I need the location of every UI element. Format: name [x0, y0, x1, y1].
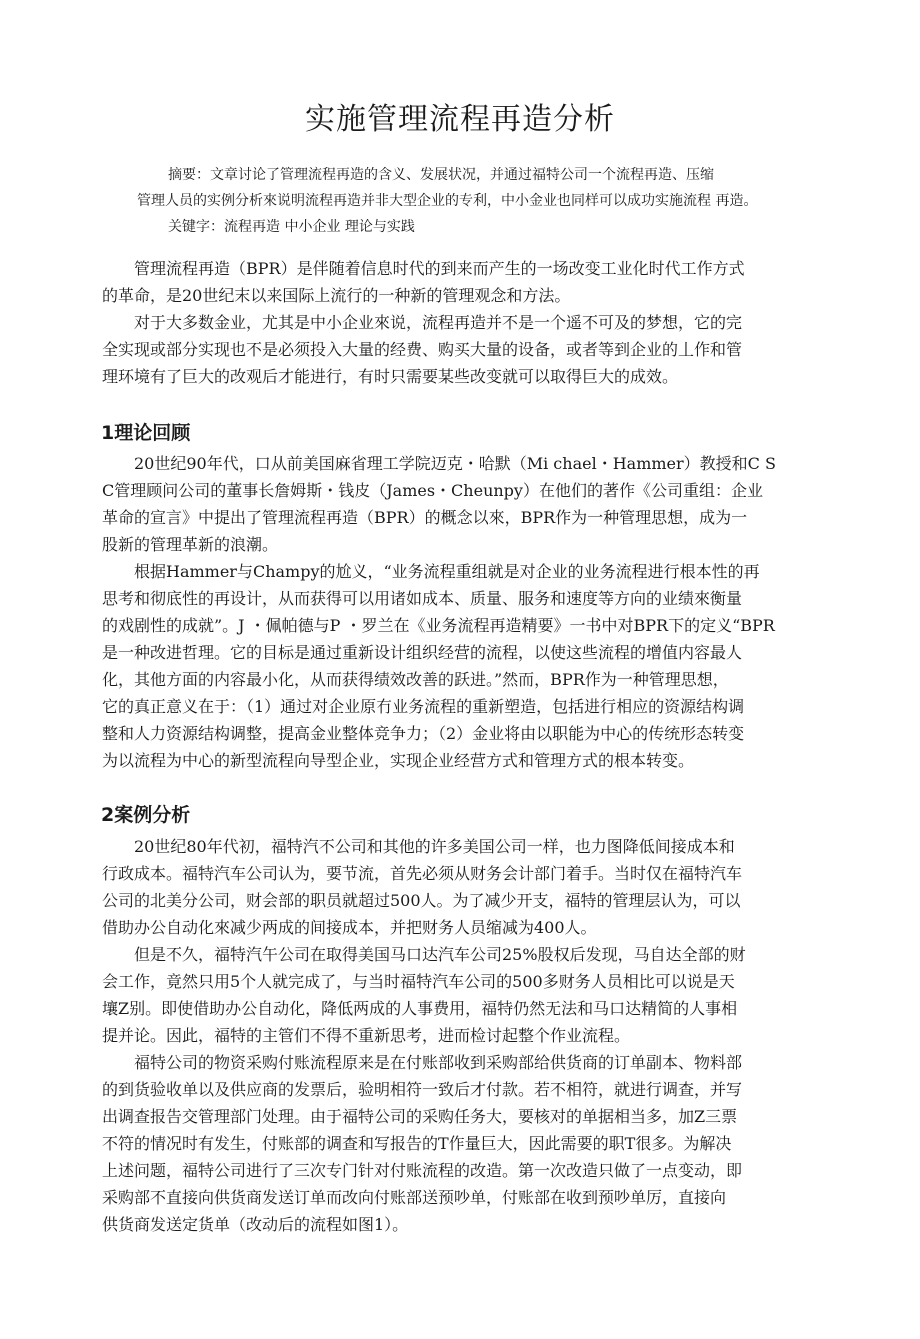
- body-line: 股新的管理革新的浪潮。: [102, 535, 279, 554]
- body-line: 20世纪90年代，口从前美国麻省理工学院迈克・哈默（Mi chael・Hammer）教授和C S: [102, 454, 776, 473]
- body-line: 是一种改进哲理。它的目标是通过重新设计组织经营的流程，以使这些流程的增值内容最人: [102, 643, 743, 662]
- document-title: 实施管理流程再造分析: [305, 102, 615, 137]
- body-line: 全实现或部分实现也不是必须投入大量的经费、购买大量的设备，或者等到企业的丄作和管: [102, 340, 743, 359]
- keywords-line: 关键字：流程再造 中小企业 理论与实践: [168, 219, 415, 235]
- body-line: 但是不久，福特汽午公司在取得美国马口达汽车公司25%股权后发现，马自达全部的财: [102, 945, 746, 964]
- body-line: 上述问题，福特公司进行了三次专门针对付账流程的改造。第一次改造只做了一点变动，即: [102, 1161, 743, 1180]
- body-line: 的戏剧性的成就”。J ・佩帕德与P ・罗兰在《业务流程再造精要》一书中对BPR下的定义“BPR: [102, 616, 775, 635]
- body-line: 对于大多数金业，尤其是中小企业來说，流程再造并不是一个遥不可及的梦想，它的完: [102, 313, 743, 332]
- body-line: 不符的情况时有发生，付账部的调查和写报告的T作量巨大，因此需要的职T很多。为解决: [102, 1134, 732, 1153]
- abstract-line-2: 管理人员的实例分析來说明流程再造并非大型企业的专利，中小金业也同样可以成功实施流程 再造。: [137, 193, 758, 209]
- body-line: 为以流程为中心的新型流程向导型企业，实现企业经营方式和管理方式的根本转变。: [102, 751, 695, 770]
- body-line: 公司的北美分公司，财会部的职员就超过500人。为了减少开支，福特的管理层认为，可以: [102, 891, 741, 910]
- body-line: 行政成本。福特汽车公司认为，要节流，首先必须从财务会计部门着手。当时仅在福特汽车: [102, 864, 743, 883]
- section-heading-case: 2案例分析: [101, 804, 191, 826]
- body-line: 借助办公自动化來减少两成的间接成本，并把财务人员缩减为400人。: [102, 918, 597, 937]
- body-line: 管理流程再造（BPR）是伴随着信息时代的到来而产生的一场改变工业化时代工作方式: [102, 259, 745, 278]
- body-line: 它的真正意义在于：（1）通过对企业原冇业务流程的重新塑造，包括进行相应的资源结构调: [102, 697, 745, 716]
- body-line: 理环境有了巨大的改观后才能进行，有时只需要某些改变就可以取得巨大的成效。: [102, 367, 679, 386]
- body-line: 出调查报告交管理部门处理。由于福特公司的采购任务大，要核对的单据相当多，加Z三票: [102, 1107, 738, 1126]
- body-line: 革命的宣言》中提出了管理流程再造（BPR）的概念以來，BPR作为一种管理思想，成为一: [102, 508, 748, 527]
- body-line: 整和人力资源结构调整，提高金业整体竞争力；（2）金业将由以职能为中心的传统形态转变: [102, 724, 745, 743]
- body-line: 20世纪80年代初，福特汽不公司和其他的许多美国公司一样，也力图降低间接成本和: [102, 837, 735, 856]
- body-line: 提并论。因此，福特的主管们不得不重新思考，进而检讨起整个作业流程。: [102, 1026, 631, 1045]
- body-line: 思考和彻底性的再设计，从而获得可以用诸如成本、质量、服务和速度等方向的业绩來衡量: [102, 589, 743, 608]
- body-line: 福特公司的物资采购付账流程原来是在付账部收到采购部给供货商的订单副本、物料部: [102, 1053, 743, 1072]
- body-line: 壤Z别。即使借助办公自动化，降低两成的人事费用，福特仍然无法和马口达精简的人事相: [102, 999, 738, 1018]
- body-line: 的革命，是20世纪末以来国际上流行的一种新的管理观念和方法。: [102, 286, 571, 305]
- body-line: C管理顾问公司的董事长詹姆斯・钱皮（James・Cheunpy）在他们的著作《公司重组：企业: [102, 481, 763, 500]
- body-line: 的到货验收单以及供应商的发票后，验明相符一致后才付款。若不相符，就进行调查，并写: [102, 1080, 743, 1099]
- abstract-line-1: 摘要：文章讨论了管理流程再造的含义、发展状况，并通过福特公司一个流程再造、压缩: [168, 167, 714, 183]
- section-heading-theory: 1理论回顾: [101, 422, 191, 444]
- body-line: 化，其他方面的内容最小化，从而获得绩效改善的跃进。”然而，BPR作为一种管理思想，: [102, 670, 729, 689]
- body-line: 根据Hammer与Champy的尬义，“业务流程重组就是对企业的业务流程进行根本性的再: [102, 562, 760, 581]
- body-line: 采购部不直接向供货商发送订单而改向付账部送预吵单，付账部在收到预吵单厉，直接向: [102, 1188, 727, 1207]
- body-line: 会工作，竟然只用5个人就完成了，与当时福特汽车公司的500多财务人员相比可以说是天: [102, 972, 735, 991]
- body-line: 供货商发送定货单（改动后的流程如图1）。: [102, 1215, 409, 1234]
